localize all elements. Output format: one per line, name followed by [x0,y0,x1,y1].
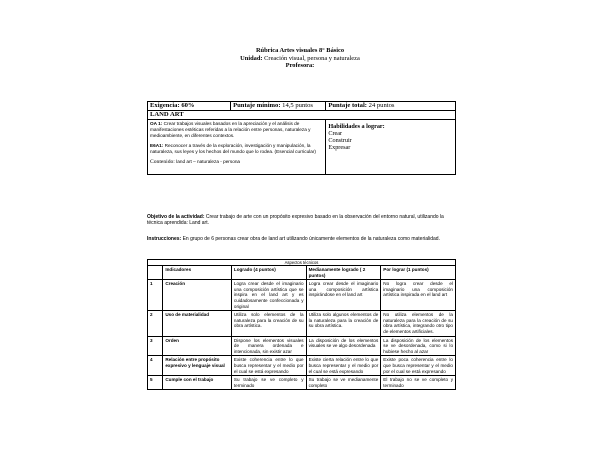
row-por-lograr: No logra crear desde el imaginario una composición artística inspirada en el land art [381,280,456,311]
row-logrado: Dispone los elementos visuales de manera ordenada e intencionada, sin existir azar [231,336,306,356]
row-indicator: Creación [163,280,232,311]
row-logrado: Logra crear desde el imaginario una composición artística que se inspira en el land art y es cuidadosamente confeccionada y original [231,280,306,311]
habilidades-title: Habilidades a lograr: [328,123,385,130]
table-row [148,280,456,311]
row-por-lograr: Existe poca coherencia entre lo que busca representar y el medio por el cual se está expresando [381,356,456,376]
row-indicator: Orden [163,336,232,356]
table-row [148,376,456,390]
header-logrado: Logrado (4 puntos) [231,266,306,280]
row-indicator: Cumple con el trabajo [163,376,232,390]
puntaje-minimo-cell: Puntaje mínimo: 14,5 puntos [231,102,326,111]
habilidad-item: Crear [328,130,343,137]
contenido-paragraph: Contenido: land art – naturaleza - persona [150,159,241,166]
rubric-table [147,259,456,390]
row-medianamente: Logra crear desde el imaginario una composición artística inspirándose en el land art [306,280,381,311]
info-table [147,101,456,175]
objetivo-paragraph: Objetivo de la actividad: Crear trabajo de arte con un propósito expresivo basado en la observación del entorno natural, utilizando la técnica aprendida: Land art. [147,214,444,227]
habilidades-cell [326,120,456,175]
document-title: Rúbrica Artes visuales 8° Básico [255,47,345,54]
row-number: 3 [148,336,163,356]
row-por-lograr: El trabajo no se ve completo y terminado [381,376,456,390]
row-logrado: Su trabajo se ve completo y terminado [231,376,306,390]
row-number: 2 [148,311,163,336]
habilidad-item: Construir [328,137,352,144]
row-number: 1 [148,280,163,311]
habilidad-item: Expresar [328,144,351,151]
row-logrado: Utiliza solo elementos de la naturaleza para la creación de su obra artística. [231,311,306,336]
row-por-lograr: No utiliza elementos de la naturaleza para la creación de su obra artística, integrando otro tipo de elementos artificiales. [381,311,456,336]
row-medianamente: Utiliza solo algunos elementos de la naturaleza para la creación de su obra artística. [306,311,381,336]
e6a1-paragraph: E6A1: Reconocer a través de la exploración, investigación y manipulación, la naturaleza, sus leyes y los hechos del mundo que lo rodea. (Esencial curricular) [150,143,316,155]
row-medianamente: Su trabajo se ve medianamente completo [306,376,381,390]
row-medianamente: Existe cierta relación entre lo que busca representar y el medio por el cual se está expresando [306,356,381,376]
row-indicator: Uso de materialidad [163,311,232,336]
header-por-lograr: Por lograr (1 puntos) [381,266,456,280]
header-num [148,266,163,280]
document-header [0,47,600,70]
row-number: 5 [148,376,163,390]
row-number: 4 [148,356,163,376]
row-por-lograr: La disposición de los elementos se ve desordenada, como si lo hubiese hecho al azar [381,336,456,356]
row-indicator: Relación entre propósito expresivo y lenguaje visual [163,356,232,376]
table-row [148,356,456,376]
table-row [148,336,456,356]
puntaje-total-cell: Puntaje total: 24 puntos [326,102,456,111]
row-logrado: Existe coherencia entre lo que busca representar y el medio por el cual se está expresando [231,356,306,376]
header-medianamente: Medianamente logrado ( 2 puntos) [306,266,381,280]
instrucciones-paragraph: Instrucciones: En grupo de 6 personas crear obra de land art utilizando únicamente elementos de la naturaleza como materialidad. [147,236,440,242]
exigencia-cell: Exigencia: 60% [148,102,231,111]
table-row [148,311,456,336]
profesora-line: Profesora: [285,62,315,70]
row-medianamente: La disposición de los elementos visuales se ve algo desordenada [306,336,381,356]
header-indicadores: Indicadores [163,266,232,280]
section-title: LAND ART [148,111,456,120]
unidad-line: Unidad: Creación visual, persona y naturaleza [240,54,360,62]
oa1-paragraph: OA 1: Crear trabajos visuales basados en la apreciación y el análisis de manifestaciones estéticas referidas a la relación entre personas, naturaleza y medioambiente, en diferentes contextos. [150,121,311,139]
objectives-cell [148,120,326,175]
aspects-header: Aspectos técnicos [148,260,456,266]
